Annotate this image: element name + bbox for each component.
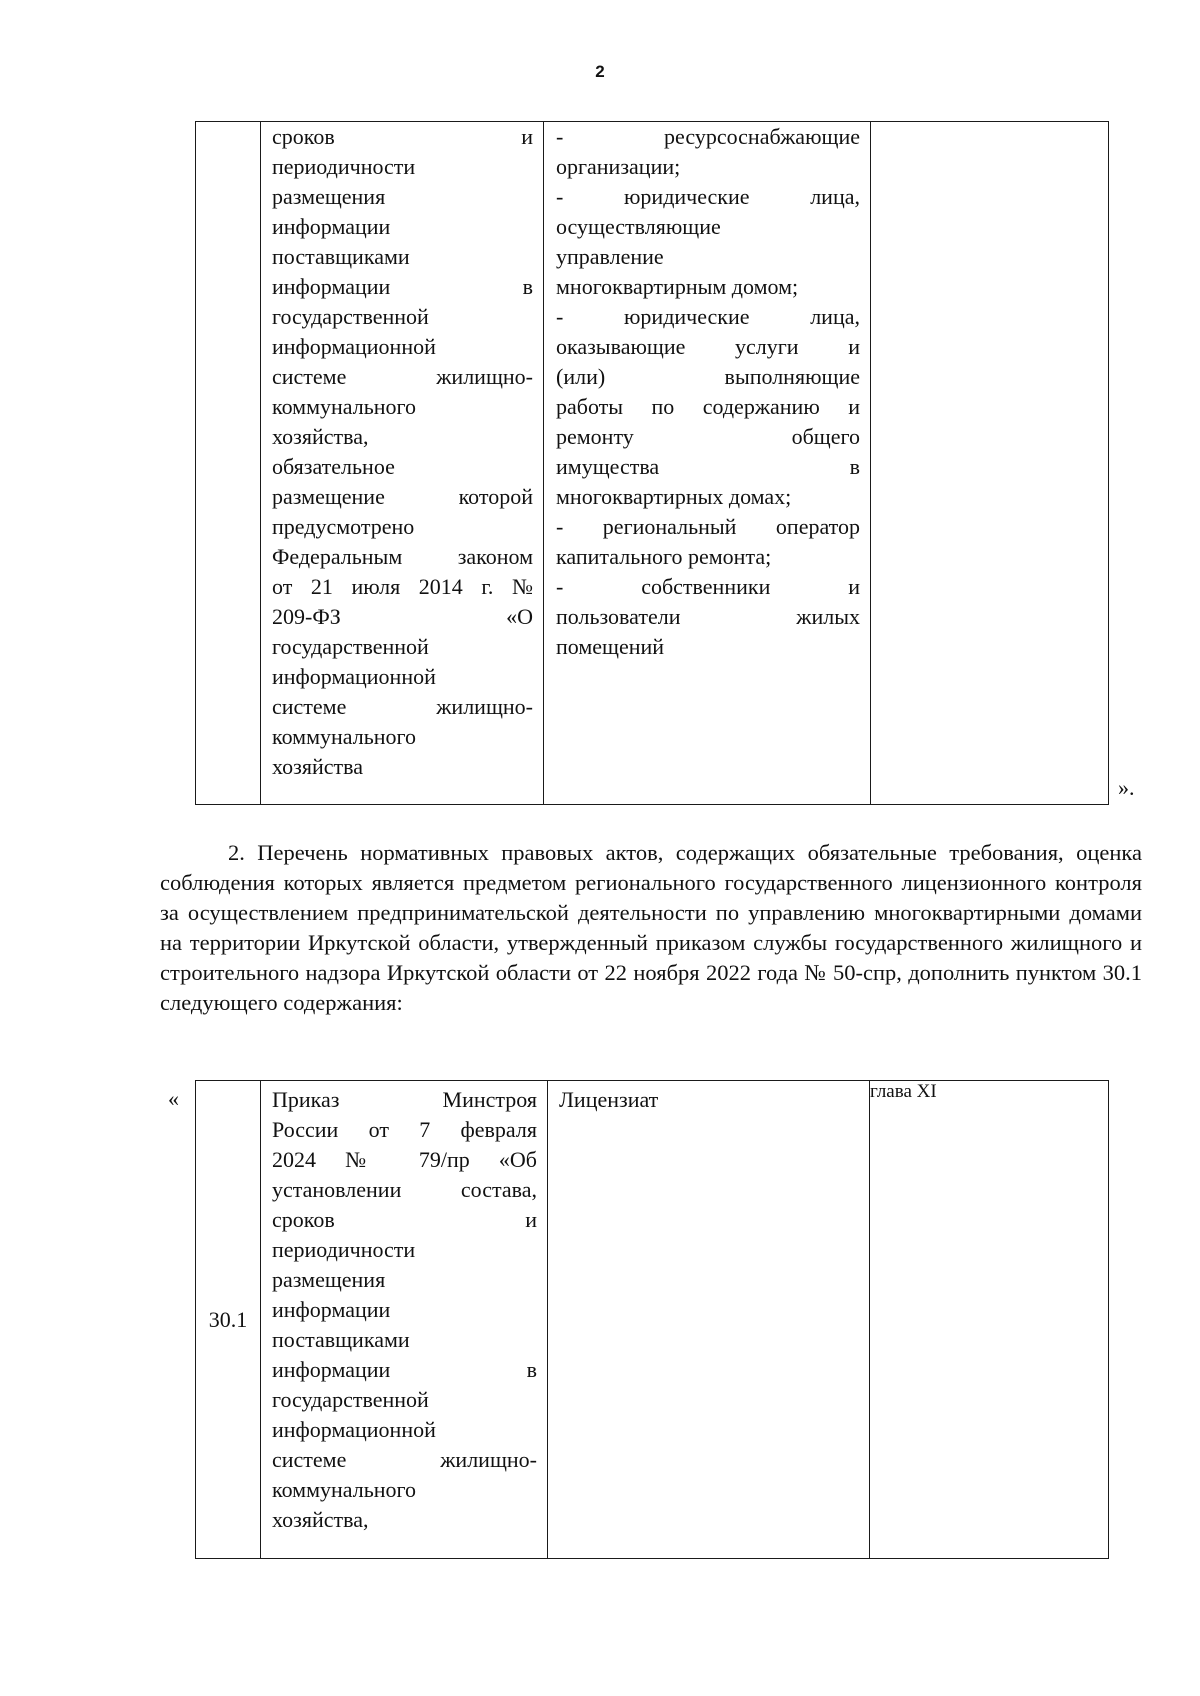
text-line: коммунального xyxy=(272,394,416,419)
table1-subjects-cell xyxy=(544,122,871,805)
text-line: информационной xyxy=(272,664,436,689)
text-line: от 21 июля 2014 г. № xyxy=(272,574,533,599)
text-line: организации; xyxy=(556,154,681,179)
text-line: информации в xyxy=(272,274,533,299)
amendment-paragraph xyxy=(160,838,1142,1018)
text-line: оказывающие услуги и xyxy=(556,334,860,359)
text-line: капитального ремонта; xyxy=(556,544,772,569)
text-line: хозяйства xyxy=(272,754,363,779)
text-line: системе жилищно- xyxy=(272,694,533,719)
opening-quote: « xyxy=(168,1086,179,1111)
table1-act-name-lines xyxy=(272,122,533,782)
text-line: размещение которой xyxy=(272,484,533,509)
text-line: системе жилищно- xyxy=(272,364,533,389)
table2-structural-units-cell xyxy=(870,1081,1109,1559)
licensee-label: Лицензиат xyxy=(559,1087,659,1112)
table2-subjects-cell xyxy=(548,1081,870,1559)
text-line: сроков и xyxy=(272,124,533,149)
table1-number-cell xyxy=(196,122,261,805)
text-line: размещения xyxy=(272,1267,386,1292)
amendment-paragraph-text: 2. Перечень нормативных правовых актов, содержащих обязательные требования, оценка соблюдения которых является предметом регионального государственного лицензионного контроля за осуществлением предпринимательской деятельности по управлению многоквартирными домами на территории Иркутской области, утвержденный приказом службы государственного жилищного и строительного надзора Иркутской области от 22 ноября 2022 года № 50-спр, дополнить пунктом 30.1 следующего содержания: xyxy=(160,840,1142,1015)
closing-quote: ». xyxy=(1118,775,1135,800)
text-line: многоквартирным домом; xyxy=(556,274,799,299)
text-line: информационной xyxy=(272,1417,436,1442)
text-line: - юридические лица, xyxy=(556,184,860,209)
text-line: периодичности xyxy=(272,1237,416,1262)
text-line: 209-ФЗ «О xyxy=(272,604,533,629)
text-line: коммунального xyxy=(272,724,416,749)
text-line: - юридические лица, xyxy=(556,304,860,329)
text-line: поставщиками xyxy=(272,1327,410,1352)
text-line: имущества в xyxy=(556,454,860,479)
chapter-reference: глава XI xyxy=(870,1081,937,1102)
table1-structural-units-cell xyxy=(871,122,1109,805)
text-line: работы по содержанию и xyxy=(556,394,860,419)
text-line: (или) выполняющие xyxy=(556,364,860,389)
text-line: Федеральным законом xyxy=(272,544,533,569)
table1-subjects-lines xyxy=(556,122,860,662)
text-line: хозяйства, xyxy=(272,424,369,449)
text-line: системе жилищно- xyxy=(272,1447,537,1472)
text-line: Приказ Минстроя xyxy=(272,1087,537,1112)
text-line: государственной xyxy=(272,634,429,659)
text-line: осуществляющие xyxy=(556,214,721,239)
text-line: помещений xyxy=(556,634,665,659)
text-line: поставщиками xyxy=(272,244,410,269)
text-line: России от 7 февраля xyxy=(272,1117,537,1142)
text-line: установлении состава, xyxy=(272,1177,537,1202)
text-line: хозяйства, xyxy=(272,1507,369,1532)
text-line: - ресурсоснабжающие xyxy=(556,124,860,149)
text-line: размещения xyxy=(272,184,386,209)
text-line: коммунального xyxy=(272,1477,416,1502)
page-number: 2 xyxy=(595,62,605,81)
text-line: сроков и xyxy=(272,1207,537,1232)
new-item-table xyxy=(195,1080,1109,1559)
text-line: информационной xyxy=(272,334,436,359)
text-line: государственной xyxy=(272,1387,429,1412)
table2-act-name-lines xyxy=(272,1085,537,1535)
table1-act-name-cell xyxy=(261,122,544,805)
text-line: информации xyxy=(272,1297,391,1322)
text-line: - собственники и xyxy=(556,574,860,599)
text-line: обязательное xyxy=(272,454,395,479)
text-line: пользователи жилых xyxy=(556,604,860,629)
continued-table xyxy=(195,121,1109,805)
text-line: информации xyxy=(272,214,391,239)
text-line: информации в xyxy=(272,1357,537,1382)
text-line: ремонту общего xyxy=(556,424,860,449)
text-line: периодичности xyxy=(272,154,416,179)
text-line: управление xyxy=(556,244,664,269)
item-number: 30.1 xyxy=(196,1081,261,1559)
text-line: 2024 № 79/пр «Об xyxy=(272,1147,537,1172)
text-line: государственной xyxy=(272,304,429,329)
table2-act-name-cell xyxy=(261,1081,548,1559)
text-line: многоквартирных домах; xyxy=(556,484,792,509)
text-line: предусмотрено xyxy=(272,514,415,539)
text-line: - региональный оператор xyxy=(556,514,860,539)
